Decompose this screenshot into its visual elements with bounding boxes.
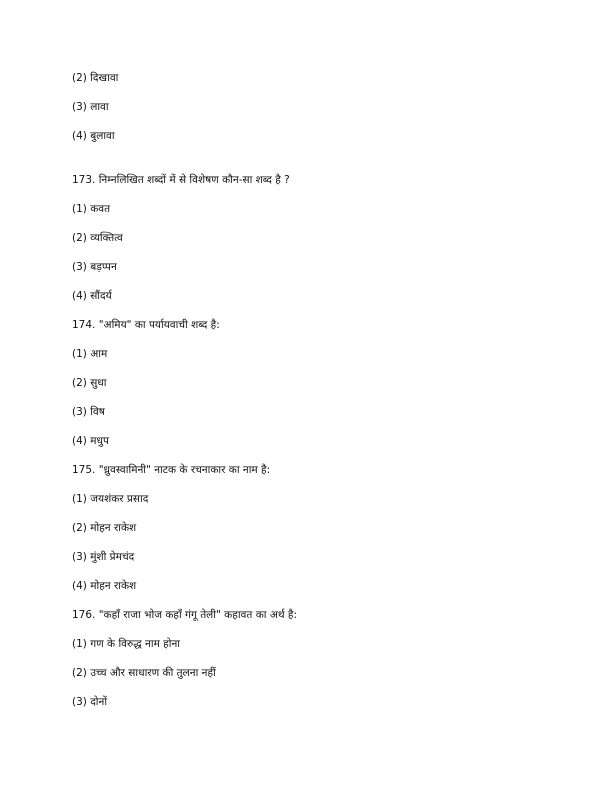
option-line: (2) दिखावा [72,72,119,84]
option-line: (4) बुलावा [72,130,115,142]
option-line: (2) उच्च और साधारण की तुलना नहीं [72,667,216,679]
option-line: (4) मोहन राकेश [72,580,137,592]
option-line: (4) सौंदर्य [72,290,112,302]
option-line: (1) आम [72,348,108,360]
question-line: 175. "ध्रुवस्वामिनी" नाटक के रचनाकार का नाम है: [72,464,271,476]
option-line: (1) कवत [72,203,111,215]
question-line: 174. "अमिय" का पर्यायवाची शब्द है: [72,319,220,331]
option-line: (3) मुंशी प्रेमचंद [72,551,135,563]
question-line: 176. "कहाँ राजा भोज कहाँ गंगू तेली" कहावत का अर्थ है: [72,609,298,621]
option-line: (3) लावा [72,101,109,113]
option-line: (3) दोनों [72,696,108,708]
option-line: (1) गण के विरुद्ध नाम होना [72,638,181,650]
option-line: (2) व्यक्तित्व [72,232,123,244]
option-line: (4) मधुप [72,435,109,447]
option-line: (1) जयशंकर प्रसाद [72,493,149,505]
option-line: (3) बड़प्पन [72,261,117,273]
option-line: (2) सुधा [72,377,107,389]
question-line: 173. निम्नलिखित शब्दों में से विशेषण कौन-सा शब्द है ? [72,174,290,186]
option-line: (3) विष [72,406,105,418]
option-line: (2) मोहन राकेश [72,522,137,534]
